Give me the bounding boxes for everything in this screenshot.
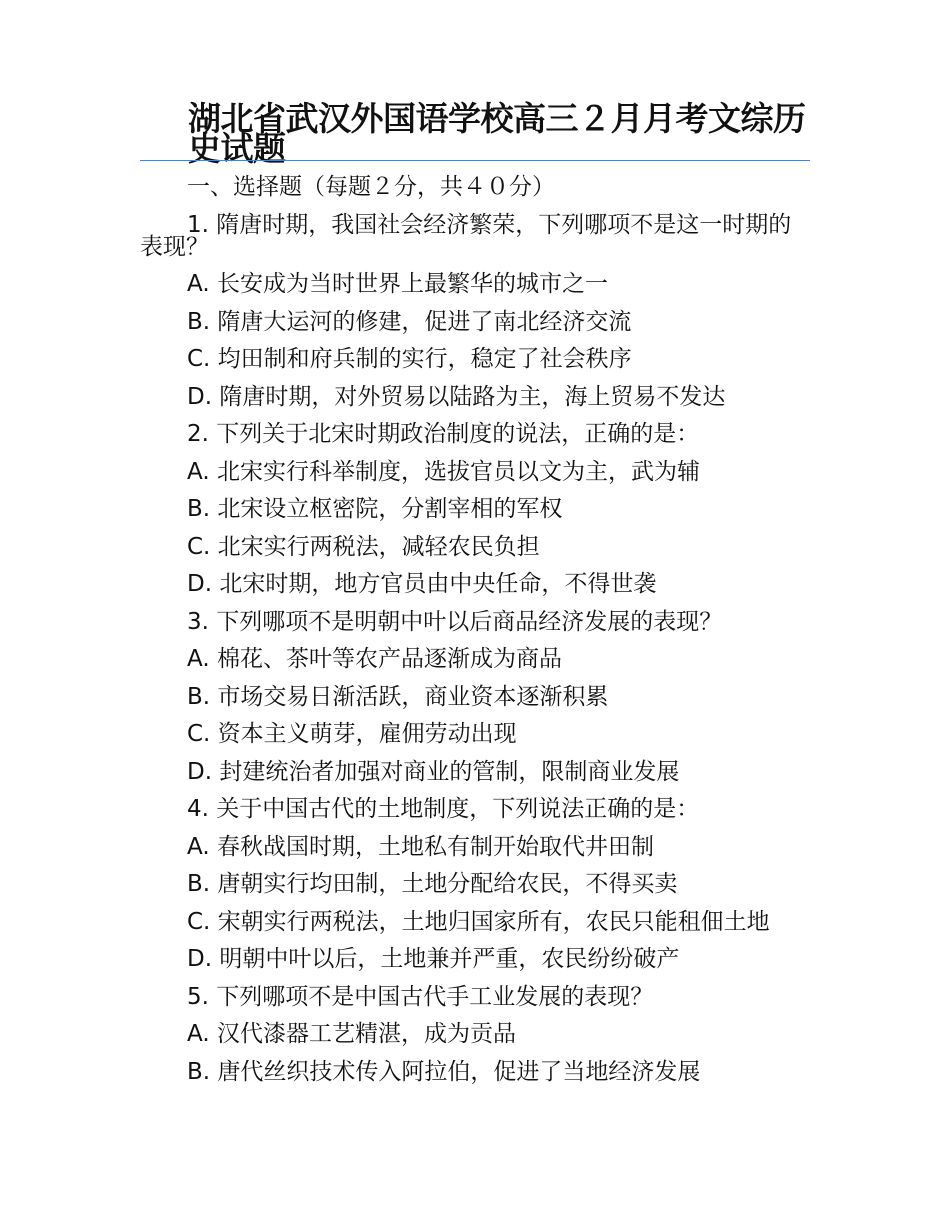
question-4-option-a: A. 春秋战国时期，土地私有制开始取代井田制: [187, 833, 654, 860]
question-3-option-c: C. 资本主义萌芽，雇佣劳动出现: [187, 721, 517, 747]
question-2-option-a: A. 北宋实行科举制度，选拔官员以文为主，武为辅: [187, 458, 700, 485]
question-3-option-b: B. 市场交易日渐活跃，商业资本逐渐积累: [187, 683, 609, 710]
question-2-option-b: B. 北宋设立枢密院，分割宰相的军权: [187, 496, 563, 522]
document-title: 湖北省武汉外国语学校高三２月月考文综历史试题: [188, 99, 806, 168]
question-4-option-d: D. 明朝中叶以后，土地兼并严重，农民纷纷破产: [187, 946, 680, 972]
question-5-option-a: A. 汉代漆器工艺精湛，成为贡品: [187, 1021, 516, 1047]
question-1-option-c: C. 均田制和府兵制的实行，稳定了社会秩序: [187, 346, 632, 372]
question-1-option-d: D. 隋唐时期，对外贸易以陆路为主，海上贸易不发达: [187, 383, 726, 410]
question-3-option-a: A. 棉花、茶叶等农产品逐渐成为商品: [187, 646, 562, 672]
question-3-option-d: D. 封建统治者加强对商业的管制，限制商业发展: [187, 758, 680, 785]
question-1: 1. 隋唐时期，我国社会经济繁荣，下列哪项不是这一时期的表现？: [140, 211, 792, 260]
question-4: 4. 关于中国古代的土地制度，下列说法正确的是：: [187, 796, 700, 822]
question-4-option-c: C. 宋朝实行两税法，土地归国家所有，农民只能租佃土地: [187, 908, 770, 935]
title-underline: [140, 160, 810, 161]
question-2-option-c: C. 北宋实行两税法，减轻农民负担: [187, 533, 540, 560]
question-1-option-a: A. 长安成为当时世界上最繁华的城市之一: [187, 271, 608, 297]
question-1-option-b: B. 隋唐大运河的修建，促进了南北经济交流: [187, 308, 632, 335]
question-2: 2. 下列关于北宋时期政治制度的说法，正确的是：: [187, 421, 700, 447]
document-body: [140, 176, 810, 1098]
question-5: 5. 下列哪项不是中国古代手工业发展的表现？: [187, 983, 654, 1010]
question-4-option-b: B. 唐朝实行均田制，土地分配给农民，不得买卖: [187, 871, 678, 897]
section-heading: 一、选择题（每题２分，共４０分）: [187, 174, 555, 200]
question-5-option-b: B. 唐代丝织技术传入阿拉伯，促进了当地经济发展: [187, 1058, 701, 1085]
question-3: 3. 下列哪项不是明朝中叶以后商品经济发展的表现？: [187, 608, 723, 635]
question-2-option-d: D. 北宋时期，地方官员由中央任命，不得世袭: [187, 571, 657, 597]
